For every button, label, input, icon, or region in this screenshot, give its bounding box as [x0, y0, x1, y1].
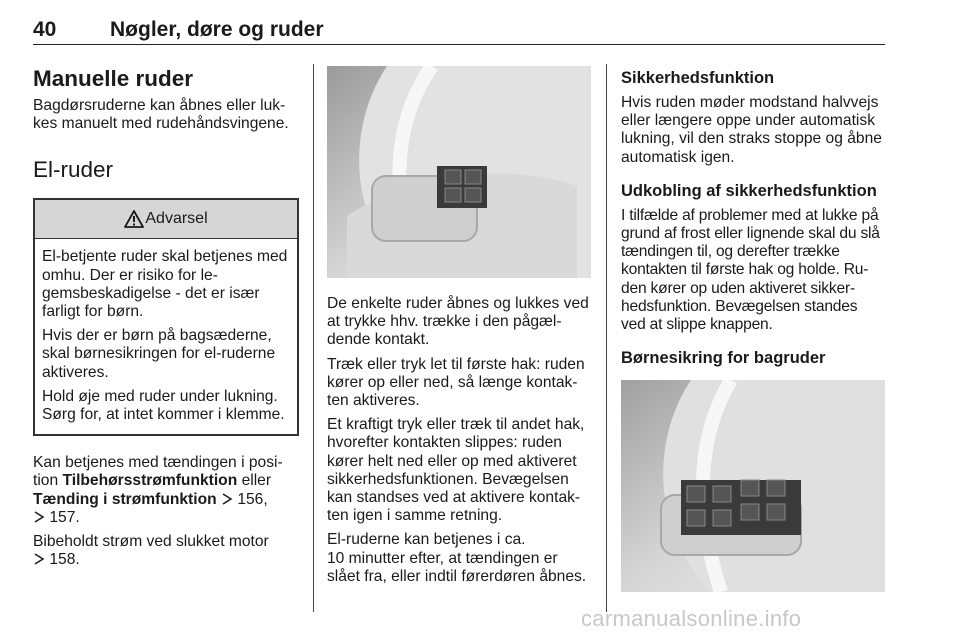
ignition-text: Kan betjenes med tændingen i posi-tion — [33, 454, 283, 490]
ignition-mode-accessory: Tilbehørsstrømfunktion — [62, 472, 238, 490]
body-paragraph: I tilfælde af problemer med at lukke på grund af frost eller lignende skal du slå tændingen til, og derefter trække kontakten til første hak og holde. Ru-den kører op uden aktiveret sikker-hedsfunktion. Bevægelsen standes ved at slippe knappen. — [621, 206, 880, 334]
column-divider — [313, 64, 314, 612]
column-divider — [606, 64, 607, 612]
ignition-paragraph — [33, 454, 299, 527]
section-subtitle: El-ruder — [33, 157, 114, 183]
intro-paragraph: Bagdørsruderne kan åbnes eller luk-kes manuelt med rudehåndsvingene. — [33, 97, 289, 133]
warning-body — [35, 239, 297, 434]
page-reference-link[interactable]: 156, — [237, 490, 268, 508]
section-title: Manuelle ruder — [33, 66, 194, 91]
column-right — [621, 68, 885, 592]
body-text: 10 minutter efter, at tændingen er slået fra, eller indtil førerdøren åbnes. — [327, 549, 587, 585]
body-paragraph: De enkelte ruder åbnes og lukkes ved at trykke hhv. trække i den pågæl-dende kontakt. — [327, 295, 589, 349]
page-header — [33, 14, 885, 45]
column-middle — [327, 66, 591, 592]
ignition-or: eller — [241, 472, 272, 490]
warning-box — [33, 198, 299, 436]
subsection-title: Udkobling af sikkerhedsfunktion — [621, 181, 877, 200]
warning-header — [35, 200, 297, 239]
page-reference-link[interactable]: 157. — [49, 508, 80, 526]
warning-paragraph: Hvis der er børn på bagsæderne, skal børnesikringen for el-ruderne aktiveres. — [42, 327, 276, 381]
retained-power-text: Bibeholdt strøm ved slukket motor — [33, 533, 269, 551]
child-lock-switch-photo — [621, 380, 885, 592]
page-reference-arrow-icon — [33, 552, 45, 566]
body-paragraph — [327, 531, 591, 586]
body-paragraph: Hvis ruden møder modstand halvvejs eller længere oppe under automatisk lukning, vil den straks stoppe og åbne automatisk igen. — [621, 94, 882, 166]
page-reference-arrow-icon — [33, 510, 45, 524]
ignition-mode-on: Tænding i strømfunktion — [33, 490, 217, 508]
warning-heading: Advarsel — [145, 210, 208, 228]
warning-paragraph: El-betjente ruder skal betjenes med omhu. Der er risiko for le-gemsbeskadigelse - det er især farligt for børn. — [42, 248, 288, 321]
door-window-switch-photo — [327, 66, 591, 278]
chapter-title: Nøgler, døre og ruder — [110, 18, 324, 41]
body-text: El-ruderne kan betjenes i ca. — [327, 531, 526, 549]
page-reference-link[interactable]: 158. — [49, 551, 80, 569]
subsection-title: Børnesikring for bagruder — [621, 349, 826, 368]
page-number: 40 — [33, 18, 57, 41]
warning-paragraph: Hold øje med ruder under lukning. Sørg for, at intet kommer i klemme. — [42, 387, 285, 424]
subsection-title: Sikkerhedsfunktion — [621, 69, 775, 87]
watermark: carmanualsonline.info — [581, 606, 802, 631]
column-left — [33, 62, 299, 575]
page-reference-arrow-icon — [221, 492, 233, 506]
retained-power-paragraph — [33, 533, 299, 569]
body-paragraph: Et kraftigt tryk eller træk til andet hak, hvorefter kontakten slippes: ruden kører helt ned eller op med aktiveret sikkerhedsfunktionen. Bevægelsen kan standses ved at aktivere kontak-ten igen i samme retning. — [327, 416, 585, 525]
body-paragraph: Træk eller tryk let til første hak: ruden kører op eller ned, så længe kontak-ten aktiveres. — [327, 355, 585, 410]
warning-triangle-icon — [124, 210, 144, 228]
